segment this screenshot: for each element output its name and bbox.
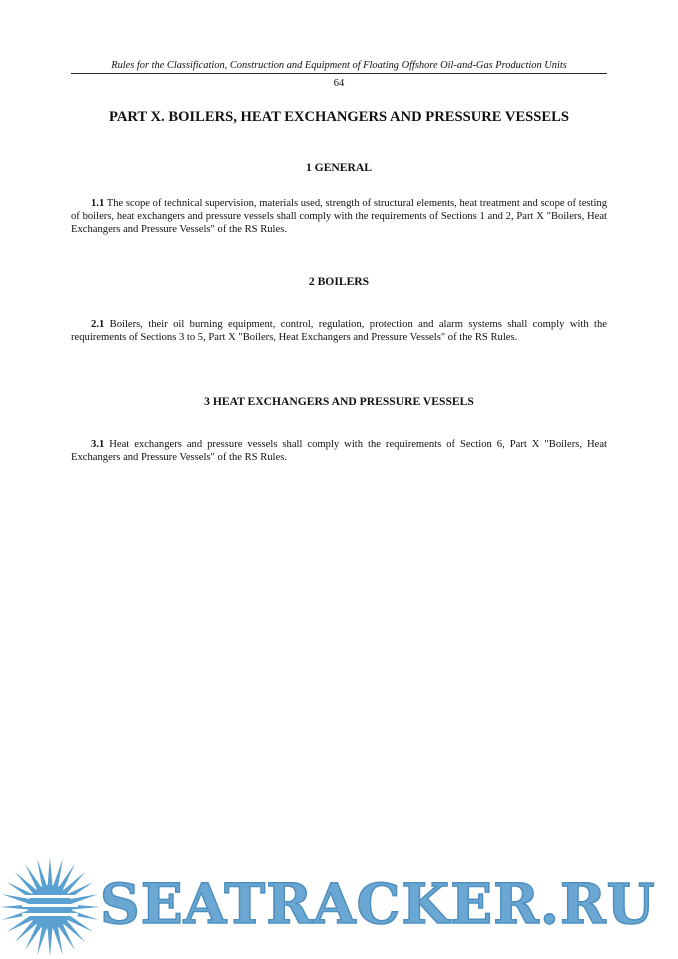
paragraph-number: 3.1 [91,439,105,450]
page-number: 64 [333,78,345,89]
paragraph-number: 2.1 [91,319,105,330]
section-heading-heat-exchangers: 3 HEAT EXCHANGERS AND PRESSURE VESSELS [204,395,474,408]
section-heading-general: 1 GENERAL [305,161,373,174]
paragraph-number: 1.1 [91,198,105,209]
paragraph-text: The scope of technical supervision, materials used, strength of structural elements, heat treatment and scope of testing of boilers, heat exchangers and pressure vessels shall comply with the requirements of Sections 1 and 2, Part X "Boilers, Heat Exchangers and Pressure Vessels" of the RS Rules. [71,198,607,236]
paragraph-3-1 [71,438,607,464]
paragraph-2-1 [71,318,607,344]
section-heading-boilers: 2 BOILERS [308,275,370,288]
part-title: PART X. BOILERS, HEAT EXCHANGERS AND PRESSURE VESSELS [109,109,569,125]
sun-icon [0,855,104,959]
watermark-text: SEATRACKER.RU [100,871,656,936]
paragraph-text: Heat exchangers and pressure vessels shall comply with the requirements of Section 6, Part X "Boilers, Heat Exchangers and Pressure Vessels" of the RS Rules. [71,439,607,464]
paragraph-1-1 [71,197,607,237]
header-rule [71,73,607,74]
paragraph-text: Boilers, their oil burning equipment, control, regulation, protection and alarm systems shall comply with the requirements of Sections 3 to 5, Part X "Boilers, Heat Exchangers and Pressure Vessels" of the RS Rules. [71,319,607,344]
running-header: Rules for the Classification, Construction and Equipment of Floating Offshore Oil-and-Gas Production Units [111,60,567,71]
watermark [0,855,678,959]
